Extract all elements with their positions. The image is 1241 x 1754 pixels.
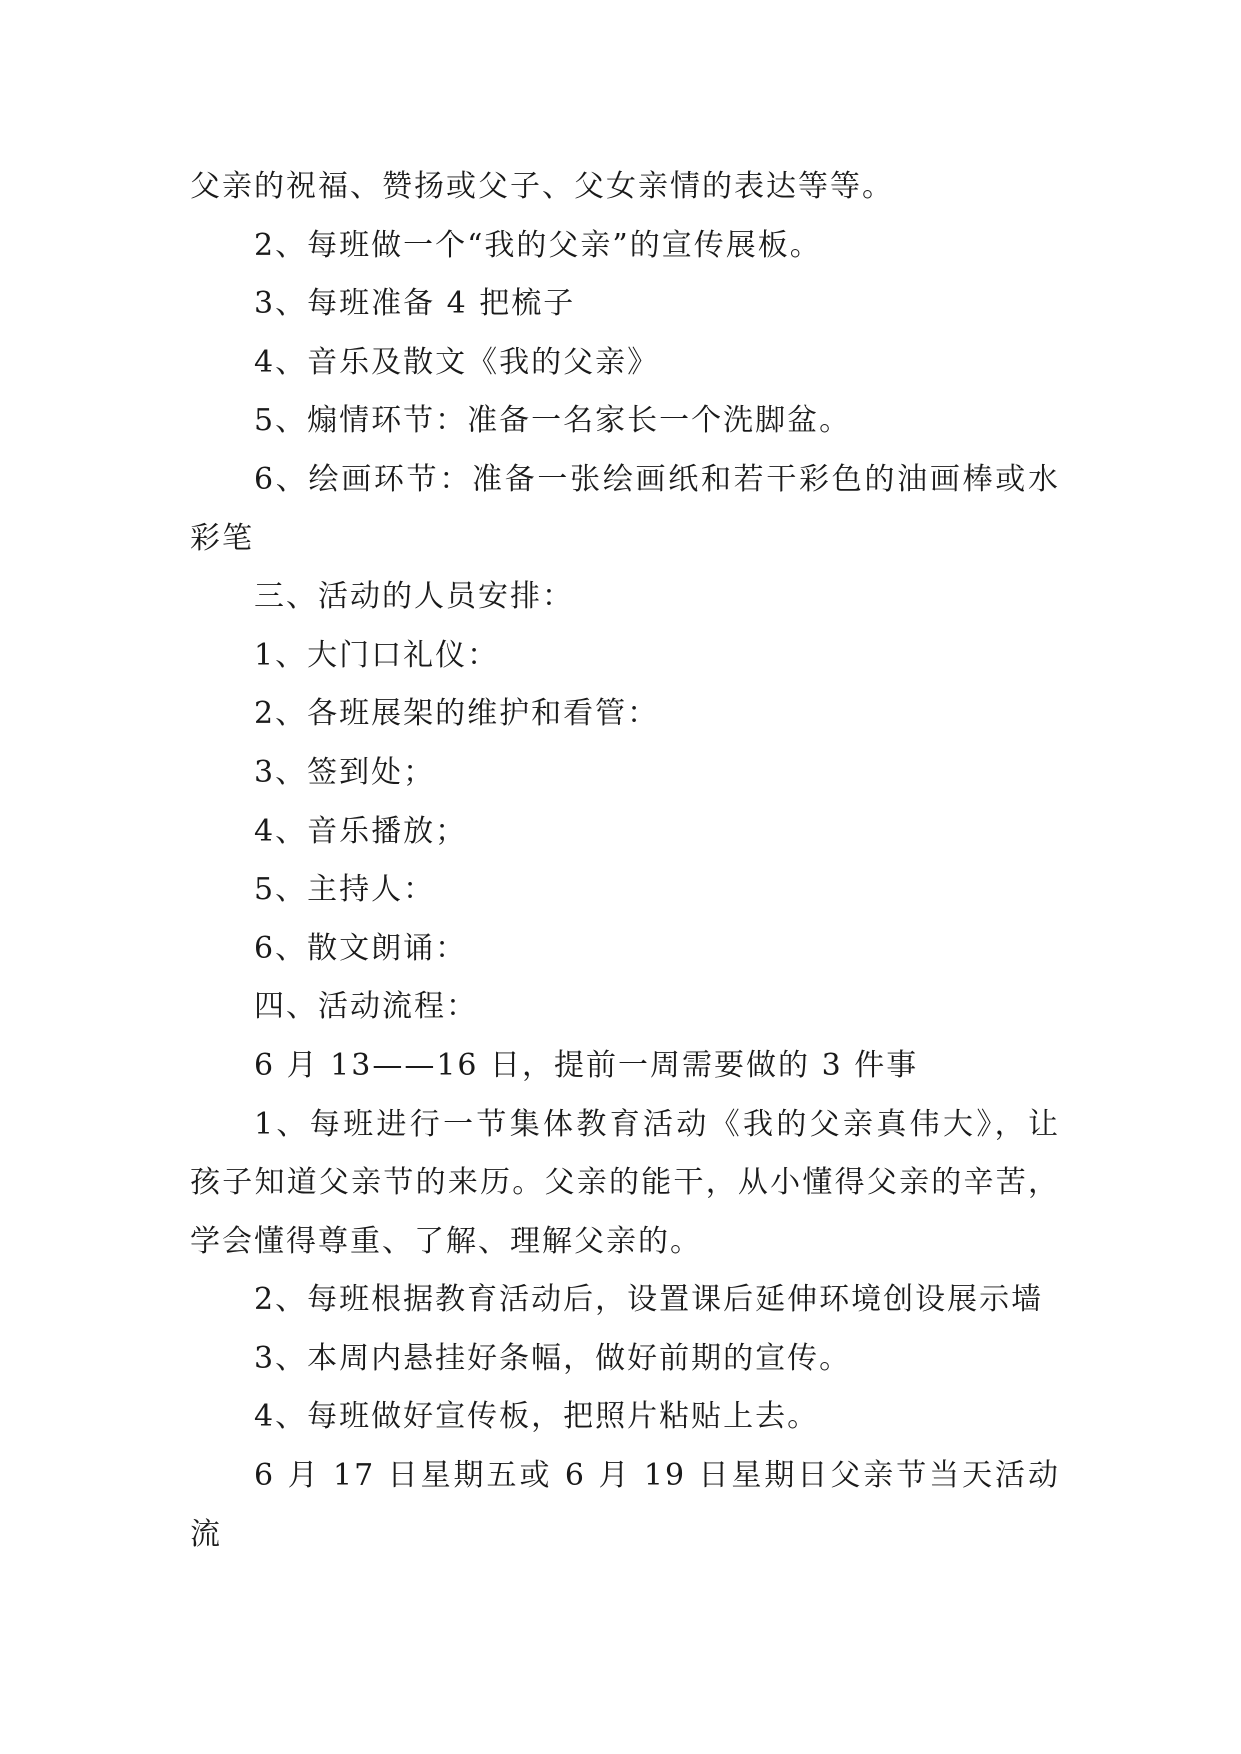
paragraph-week-display-wall: 2、每班根据教育活动后，设置课后延伸环境创设展示墙	[254, 1282, 1044, 1318]
paragraph-staff-gate-etiquette: 1、大门口礼仪：	[254, 637, 500, 673]
paragraph-staff-recitation: 6、散文朗诵：	[254, 930, 468, 966]
paragraph-prep-music-essay: 4、音乐及散文《我的父亲》	[254, 344, 660, 380]
paragraph-staff-sign-in: 3、签到处；	[254, 754, 436, 790]
paragraph-father-wishes: 父亲的祝福、赞扬或父子、父女亲情的表达等等。	[190, 169, 894, 204]
heading-activity-flow: 四、活动流程：	[254, 989, 478, 1025]
document-body	[190, 158, 1060, 1564]
paragraph-week-before: 6 月 13——16 日，提前一周需要做的 3 件事	[254, 1047, 919, 1083]
paragraph-prep-foot-basin: 5、煽情环节：准备一名家长一个洗脚盆。	[254, 403, 852, 439]
paragraph-prep-combs: 3、每班准备 4 把梳子	[254, 286, 576, 322]
paragraph-staff-host: 5、主持人：	[254, 872, 436, 908]
paragraph-staff-display-care: 2、各班展架的维护和看管：	[254, 696, 660, 732]
paragraph-prep-drawing: 6、绘画环节：准备一张绘画纸和若干彩色的油画棒或水彩笔	[190, 461, 1060, 556]
paragraph-week-banner: 3、本周内悬挂好条幅，做好前期的宣传。	[254, 1340, 852, 1376]
paragraph-prep-display-board: 2、每班做一个“我的父亲”的宣传展板。	[254, 227, 822, 263]
paragraph-week-photo-board: 4、每班做好宣传板，把照片粘贴上去。	[254, 1399, 820, 1435]
paragraph-fathers-day-flow: 6 月 17 日星期五或 6 月 19 日星期日父亲节当天活动流	[190, 1458, 1060, 1552]
heading-staff-arrangement: 三、活动的人员安排：	[254, 579, 574, 615]
paragraph-staff-music: 4、音乐播放；	[254, 813, 468, 849]
paragraph-week-lesson: 1、每班进行一节集体教育活动《我的父亲真伟大》，让孩子知道父亲节的来历。父亲的能干，从小懂得父亲的辛苦，学会懂得尊重、了解、理解父亲的。	[190, 1106, 1060, 1259]
